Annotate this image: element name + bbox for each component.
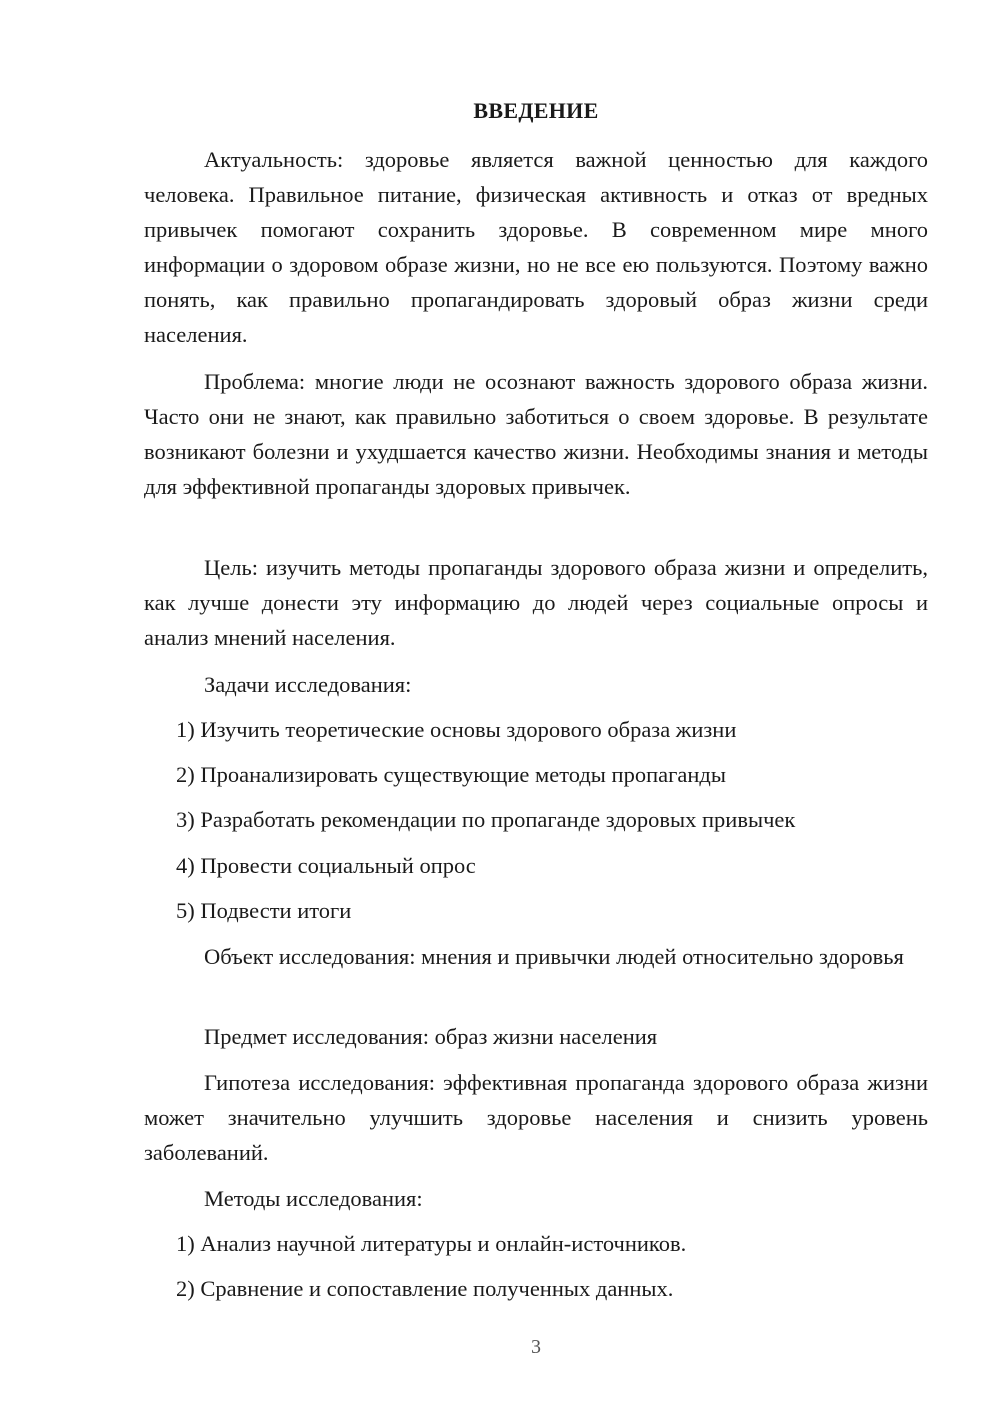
task-item: 3) Разработать рекомендации по пропаганде здоровых привычек [176, 807, 796, 832]
methods-heading: Методы исследования: [204, 1186, 423, 1211]
page-number: 3 [531, 1336, 541, 1358]
paragraph-object: Объект исследования: мнения и привычки людей относительно здоровья [204, 944, 904, 969]
method-item: 2) Сравнение и сопоставление полученных данных. [176, 1276, 674, 1301]
task-item: 4) Провести социальный опрос [176, 853, 476, 878]
paragraph-goal: Цель: изучить методы пропаганды здорового образа жизни и определить, как лучше донести эту информацию до людей через социальные опросы и анализ мнений населения. [144, 555, 928, 650]
paragraph-subject: Предмет исследования: образ жизни населения [204, 1024, 658, 1049]
tasks-heading: Задачи исследования: [204, 672, 412, 697]
method-item: 1) Анализ научной литературы и онлайн-источников. [176, 1231, 687, 1256]
task-item: 2) Проанализировать существующие методы пропаганды [176, 762, 726, 787]
paragraph-actuality: Актуальность: здоровье является важной ценностью для каждого человека. Правильное питание, физическая активность и отказ от вредных привычек помогают сохранить здоровье. В современном мире много информации о здоровом образе жизни, но не все ею пользуются. Поэтому важно понять, как правильно пропагандировать здоровый образ жизни среди населения. [144, 147, 928, 347]
page-title: ВВЕДЕНИЕ [473, 98, 599, 123]
task-item: 5) Подвести итоги [176, 898, 352, 923]
paragraph-problem: Проблема: многие люди не осознают важность здорового образа жизни. Часто они не знают, как правильно заботиться о своем здоровье. В результате возникают болезни и ухудшается качество жизни. Необходимы знания и методы для эффективной пропаганды здоровых привычек. [144, 369, 928, 499]
task-item: 1) Изучить теоретические основы здорового образа жизни [176, 717, 737, 742]
paragraph-hypothesis: Гипотеза исследования: эффективная пропаганда здорового образа жизни может значительно улучшить здоровье населения и снизить уровень заболеваний. [144, 1070, 928, 1165]
